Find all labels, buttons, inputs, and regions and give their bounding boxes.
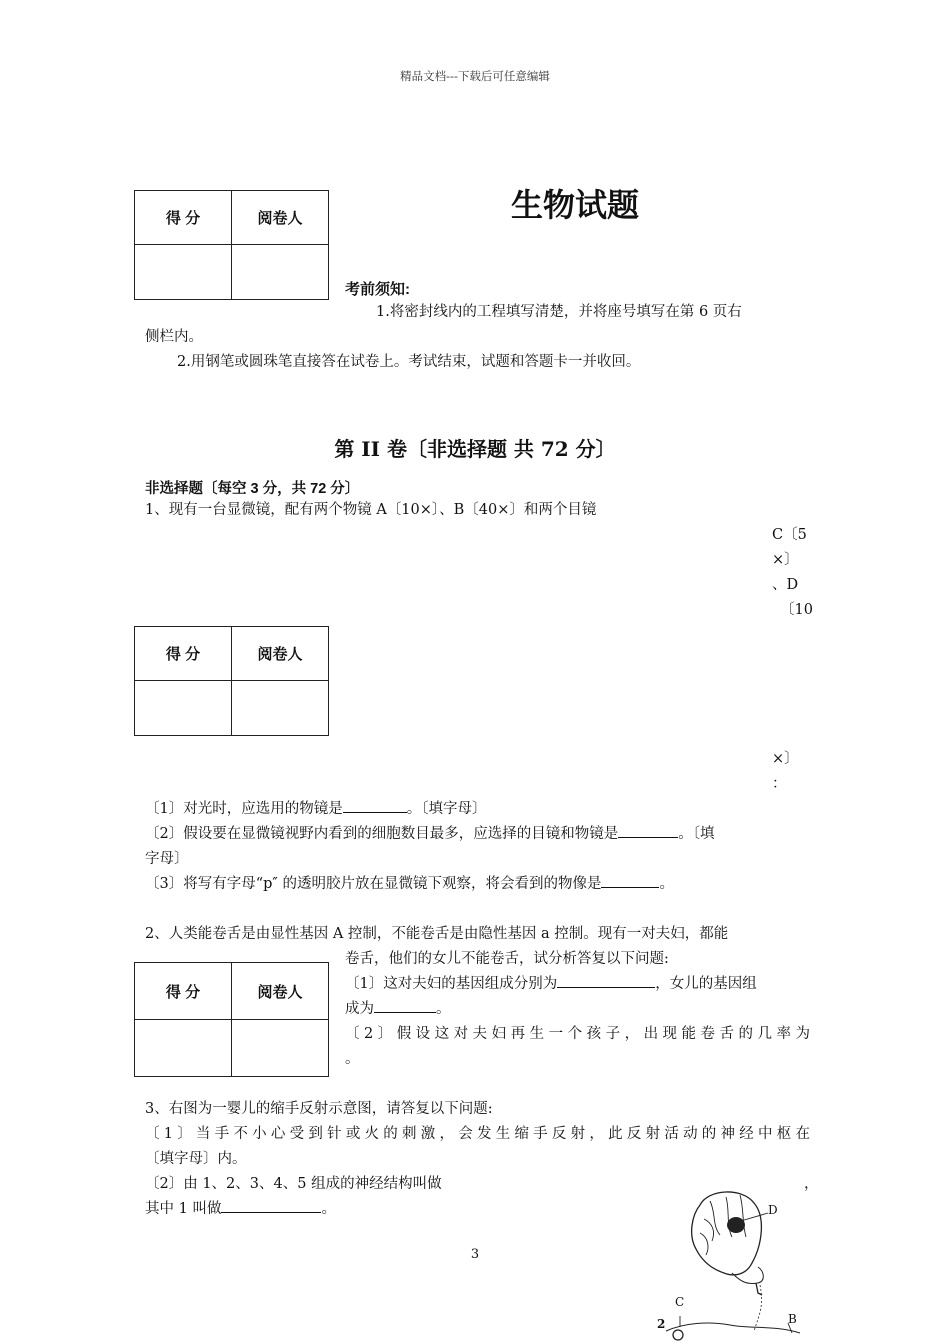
grader-label: 阅卷人: [232, 627, 329, 681]
q2-line4-tail: 。: [436, 1001, 451, 1017]
label-d: D: [768, 1203, 778, 1217]
q3-line5: [145, 1197, 336, 1222]
notice-line1a: 1.将密封线内的工程填写清楚，并将座号填写在第 6 页右: [376, 304, 742, 320]
q3-line4: 〔2〕由 1、2、3、4、5 组成的神经结构叫做: [145, 1176, 442, 1192]
q1-part2: [145, 822, 714, 847]
q3-intro: 3、右图为一婴儿的缩手反射示意图，请答复以下问题:: [145, 1101, 493, 1117]
q1-part3-blank[interactable]: [601, 873, 659, 888]
score-box-2: [134, 626, 329, 736]
grader-cell[interactable]: [232, 245, 329, 300]
section-title: 第 II 卷〔非选择题 共 72 分〕: [334, 437, 616, 461]
brain-sketch: [666, 1192, 800, 1340]
q2-line3-tail: ，女儿的基因组: [655, 976, 757, 992]
q3-line4-comma: ，: [804, 1176, 819, 1192]
notice-label: 考前须知:: [345, 281, 410, 298]
exam-title: 生物试题: [510, 186, 639, 224]
q2-line5: 〔2〕假设这对夫妇再生一个孩子，出现能卷舌的几率为: [345, 1026, 810, 1042]
q1-side-2: ×〕: [772, 552, 799, 568]
q1-side-4: 〔10: [780, 602, 813, 618]
q3-line5-tail: 。: [321, 1201, 336, 1217]
score-label: 得 分: [135, 627, 232, 681]
reflex-diagram: [650, 1185, 820, 1344]
q1-part2-blank[interactable]: [618, 823, 678, 838]
q2-line6: 。: [345, 1051, 360, 1067]
q2-line3: [345, 972, 757, 997]
page-header: 精品文档---下载后可任意编辑: [400, 69, 550, 83]
q1-intro: 1、现有一台显微镜，配有两个物镜 A〔10×〕、B〔40×〕和两个目镜: [145, 502, 597, 518]
q2-line4-text: 成为: [345, 1001, 374, 1017]
q1-part2-cont: 字母〕: [145, 851, 189, 867]
grader-cell[interactable]: [232, 681, 329, 736]
notice-line2: 2.用钢笔或圆珠笔直接答在试卷上。考试结束，试题和答题卡一并收回。: [177, 354, 641, 370]
score-box-1: [134, 190, 329, 300]
label-c: C: [675, 1295, 685, 1309]
label-b: B: [788, 1312, 797, 1326]
q3-line3: 〔填字母〕内。: [145, 1151, 247, 1167]
q1-part3-tail: 。: [659, 876, 674, 892]
q1-part2-tail: 。〔填: [678, 826, 715, 842]
q1-part1-text: 〔1〕对光时，应选用的物镜是: [145, 801, 343, 817]
q2-daughter-blank[interactable]: [374, 998, 436, 1013]
q1-part1: [145, 797, 486, 822]
notice-line1b: 侧栏内。: [145, 329, 203, 345]
q1-part1-tail: 。〔填字母〕: [406, 801, 487, 817]
q1-part2-text: 〔2〕假设要在显微镜视野内看到的细胞数目最多，应选择的目镜和物镜是: [145, 826, 619, 842]
q1-side-1: C〔5: [772, 527, 807, 543]
q1-part1-blank[interactable]: [343, 798, 407, 813]
q1-side-6: ：: [772, 776, 787, 792]
grader-cell[interactable]: [232, 1020, 329, 1077]
q2-line3-text: 〔1〕这对夫妇的基因组成分别为: [345, 976, 558, 992]
q2-line2: 卷舌，他们的女儿不能卷舌，试分析答复以下问题:: [345, 951, 669, 967]
section-subtitle: 非选择题〔每空 3 分，共 72 分〕: [145, 481, 360, 497]
score-label: 得 分: [135, 963, 232, 1020]
q1-side-3: 、D: [772, 577, 799, 593]
q3-line2: 〔1〕当手不小心受到针或火的刺激，会发生缩手反射，此反射活动的神经中枢在: [145, 1126, 810, 1142]
score-cell[interactable]: [135, 681, 232, 736]
q3-line5-text: 其中 1 叫做: [145, 1201, 222, 1217]
q2-line4: [345, 997, 451, 1022]
q3-receptor-blank[interactable]: [221, 1198, 321, 1213]
score-box-3: [134, 962, 329, 1077]
q2-parents-blank[interactable]: [557, 973, 655, 988]
label-2: 2: [657, 1317, 666, 1331]
grader-label: 阅卷人: [232, 191, 329, 245]
q2-intro: 2、人类能卷舌是由显性基因 A 控制，不能卷舌是由隐性基因 a 控制。现有一对夫妇，都能: [145, 926, 729, 942]
score-cell[interactable]: [135, 1020, 232, 1077]
grader-label: 阅卷人: [232, 963, 329, 1020]
q1-part3: [145, 872, 674, 897]
page-number: 3: [470, 1247, 480, 1262]
score-cell[interactable]: [135, 245, 232, 300]
q1-side-5: ×〕: [772, 751, 799, 767]
q1-part3-text: 〔3〕将写有字母“p″ 的透明胶片放在显微镜下观察，将会看到的物像是: [145, 876, 602, 892]
score-label: 得 分: [135, 191, 232, 245]
